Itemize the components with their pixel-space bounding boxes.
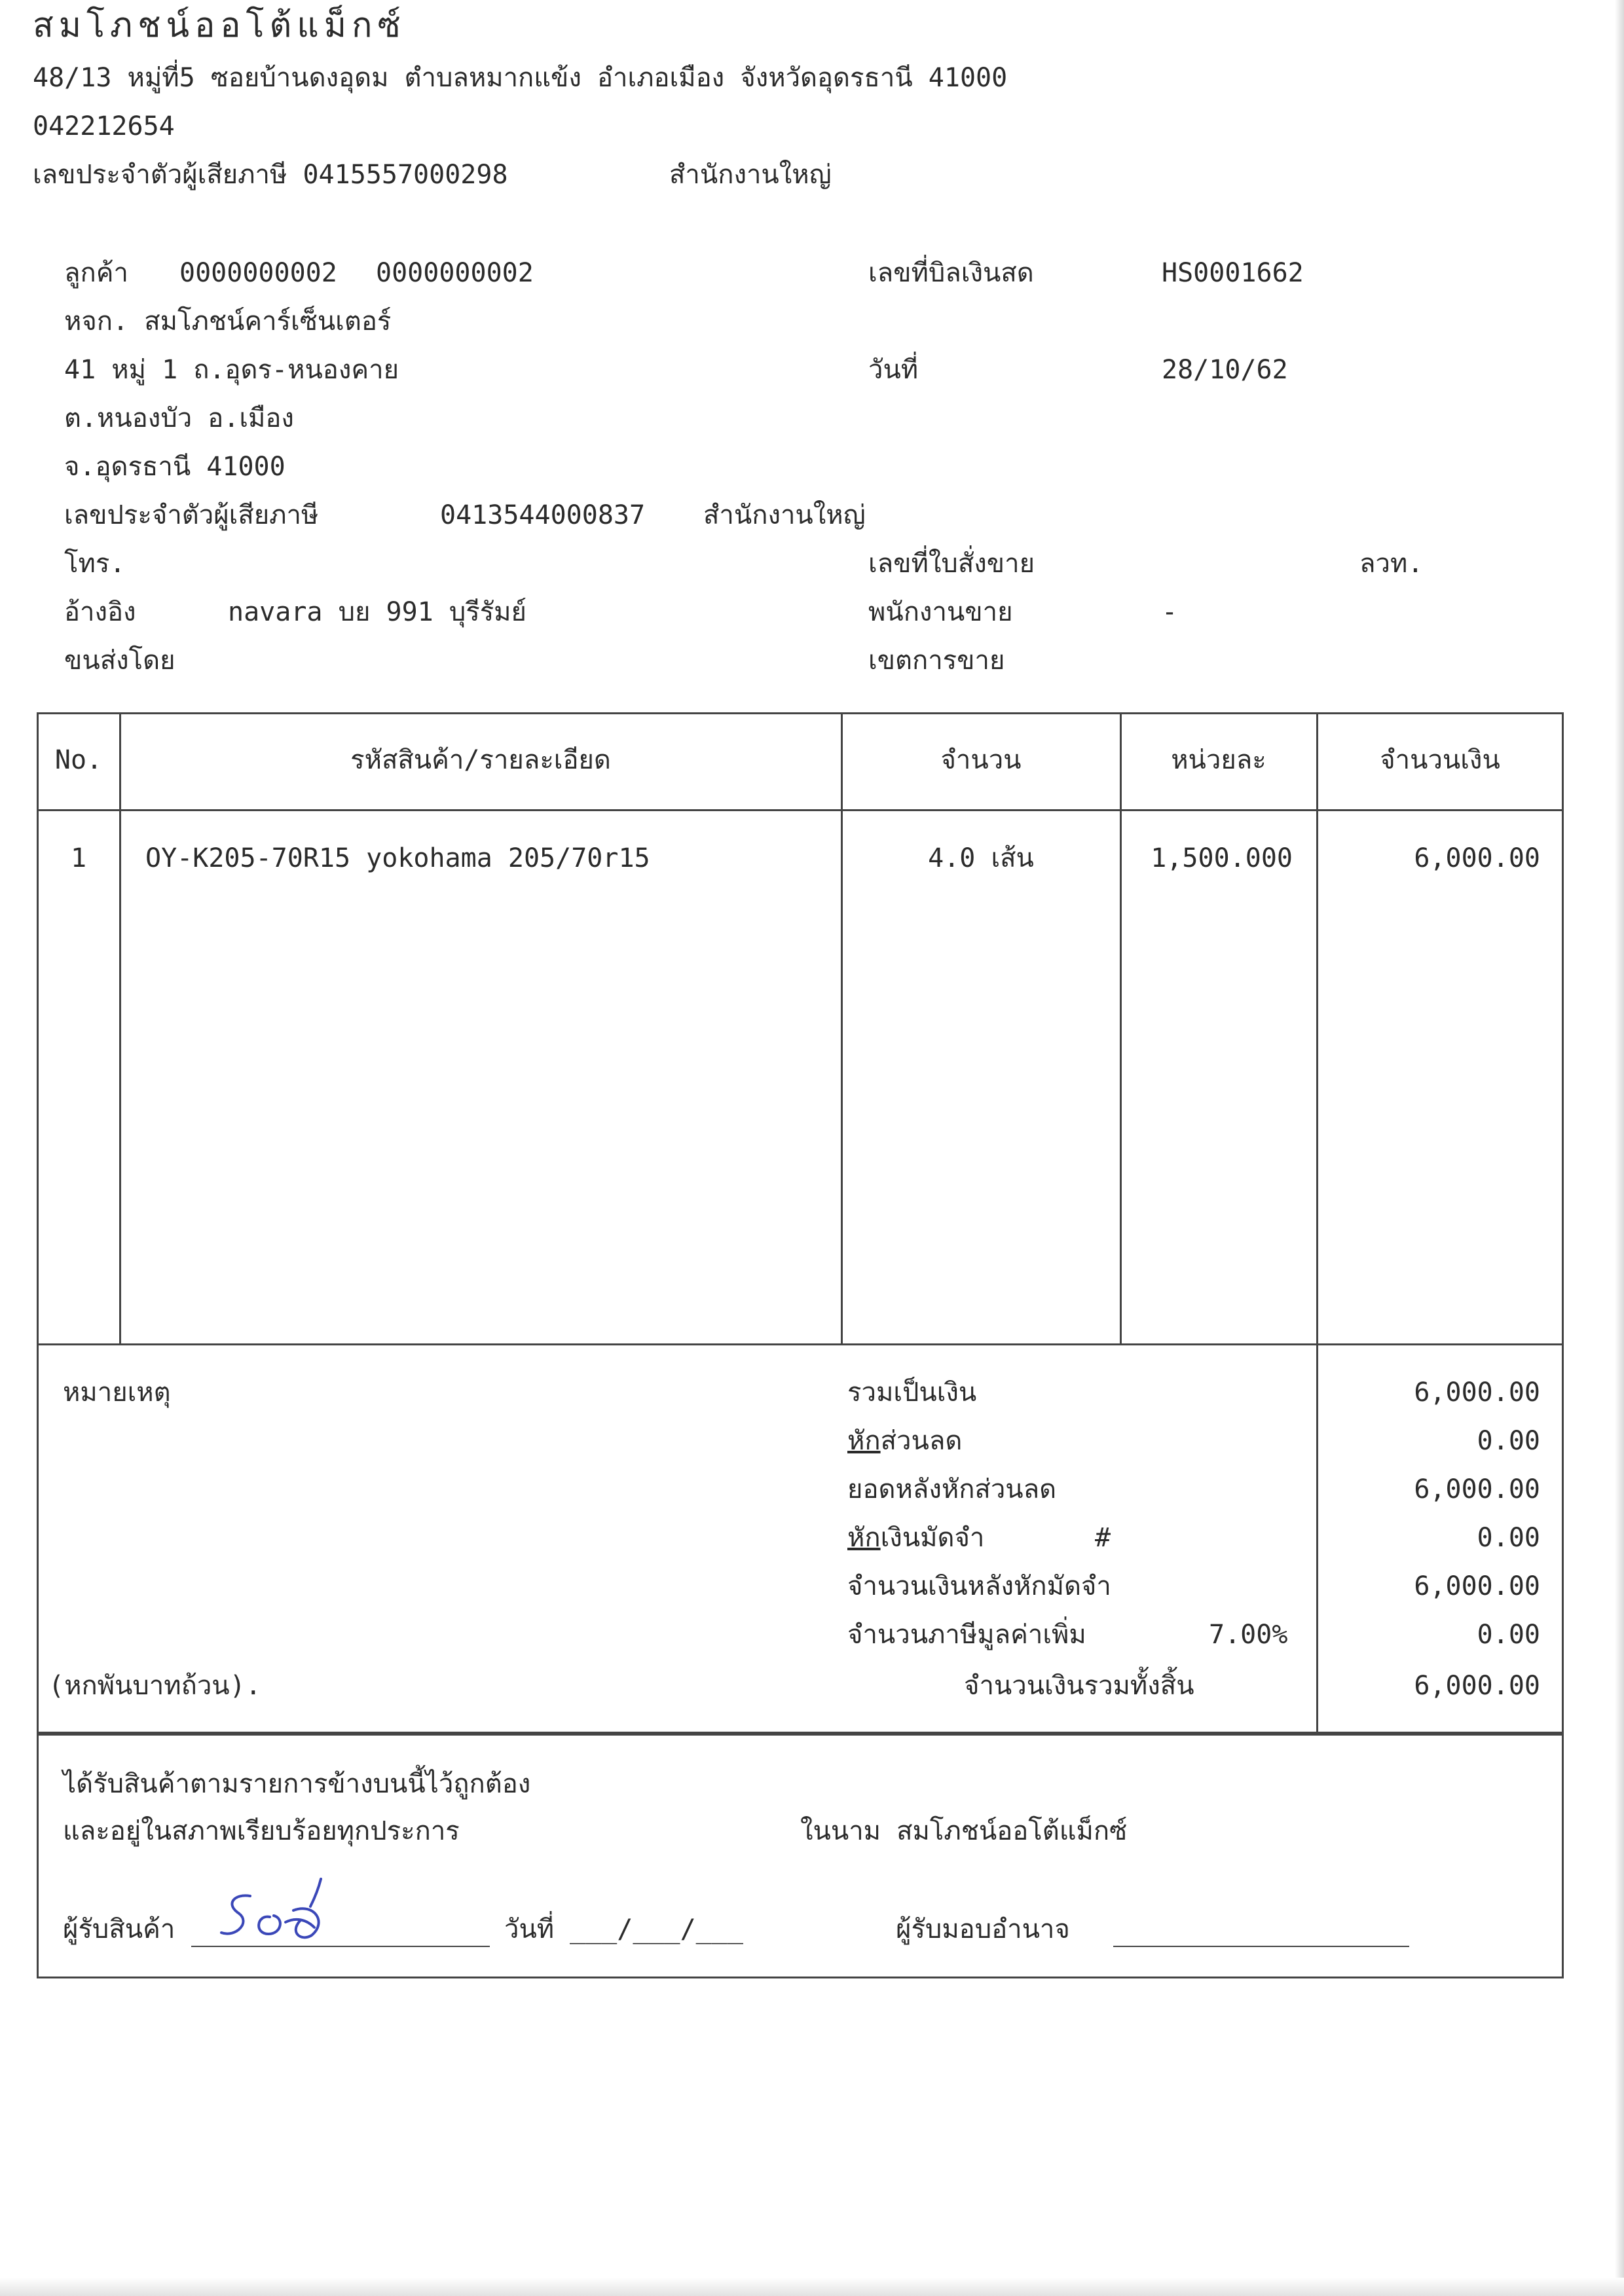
- grand-total-label: จำนวนเงินรวมทั้งสิ้น: [964, 1671, 1194, 1701]
- customer-address-3: จ.อุดรธานี 41000: [64, 452, 286, 482]
- row-description: OY-K205-70R15 yokohama 205/70r15: [145, 843, 650, 873]
- received-line-1: ได้รับสินค้าตามรายการข้างบนนี้ไว้ถูกต้อง: [63, 1769, 531, 1799]
- authorized-label: ผู้รับมอบอำนาจ: [896, 1914, 1070, 1944]
- company-branch: สำนักงานใหญ่: [669, 160, 832, 190]
- row-qty: 4.0 เส้น: [928, 843, 1034, 873]
- scan-edge-shadow: [1615, 0, 1624, 2296]
- row-unit-price: 1,500.000: [1151, 843, 1293, 873]
- customer-name: หจก. สมโภชน์คาร์เซ็นเตอร์: [64, 306, 392, 337]
- header-unit-price: หน่วยละ: [1171, 745, 1266, 775]
- salesperson-label: พนักงานขาย: [868, 597, 1013, 627]
- deposit-value: 0.00: [1477, 1523, 1540, 1553]
- discount-label-suffix: ส่วนลด: [880, 1426, 963, 1456]
- shipped-by-label: ขนส่งโดย: [64, 646, 175, 676]
- discount-label-prefix: หัก: [847, 1426, 881, 1456]
- after-discount-label: ยอดหลังหักส่วนลด: [847, 1474, 1057, 1504]
- table-body-divider: [37, 1343, 1564, 1345]
- customer-tax-id: 0413544000837: [440, 500, 646, 530]
- deposit-hash: #: [1095, 1523, 1111, 1553]
- subtotal-value: 6,000.00: [1414, 1377, 1540, 1408]
- received-line-2: และอยู่ในสภาพเรียบร้อยทุกประการ: [63, 1816, 460, 1846]
- date-value: 28/10/62: [1162, 355, 1288, 385]
- after-deposit-value: 6,000.00: [1414, 1571, 1540, 1601]
- vat-label: จำนวนภาษีมูลค่าเพิ่ม: [847, 1620, 1086, 1650]
- header-no: No.: [54, 745, 103, 775]
- discount-label: [847, 1425, 962, 1457]
- deposit-label-suffix: เงินมัดจำ: [880, 1523, 985, 1553]
- customer-phone-label: โทร.: [64, 549, 126, 579]
- subtotal-label: รวมเป็นเงิน: [847, 1377, 977, 1408]
- company-address: 48/13 หมู่ที่5 ซอยบ้านดงอุดม ตำบลหมากแข้ง อำเภอเมือง จังหวัดอุดรธานี 41000: [33, 63, 1008, 93]
- bill-no-label: เลขที่บิลเงินสด: [868, 258, 1034, 288]
- header-description: รหัสสินค้า/รายละเอียด: [350, 745, 611, 775]
- col-divider-desc: [841, 712, 843, 1343]
- vat-value: 0.00: [1477, 1620, 1540, 1650]
- receiver-label: ผู้รับสินค้า: [63, 1914, 175, 1944]
- date-label: วันที่: [868, 355, 919, 385]
- customer-label: ลูกค้า: [64, 258, 128, 288]
- grand-total-value: 6,000.00: [1414, 1671, 1540, 1701]
- header-amount: จำนวนเงิน: [1380, 745, 1500, 775]
- customer-branch: สำนักงานใหญ่: [703, 500, 866, 530]
- row-no: 1: [70, 843, 87, 873]
- salesperson-value: -: [1162, 597, 1178, 627]
- remark-label: หมายเหตุ: [63, 1377, 171, 1408]
- sales-area-label: เขตการขาย: [868, 646, 1005, 676]
- reference-value: navara บย 991 บุรีรัมย์: [228, 597, 526, 627]
- order-no-value: ลวท.: [1359, 549, 1424, 579]
- bill-no-value: HS0001662: [1162, 258, 1304, 288]
- col-divider-qty: [1120, 712, 1122, 1343]
- row-amount: 6,000.00: [1414, 843, 1540, 873]
- discount-value: 0.00: [1477, 1426, 1540, 1456]
- receiver-date-label: วันที่: [504, 1914, 555, 1944]
- company-name: สมโภชน์ออโต้แม็กซ์: [33, 6, 406, 45]
- authorized-signature-line: [1113, 1946, 1409, 1947]
- after-deposit-label: จำนวนเงินหลังหักมัดจำ: [847, 1571, 1111, 1601]
- order-no-label: เลขที่ใบสั่งขาย: [868, 549, 1035, 579]
- customer-address-2: ต.หนองบัว อ.เมือง: [64, 403, 294, 433]
- scan-bottom-shadow: [0, 2278, 1624, 2296]
- amount-in-words: (หกพันบาทถ้วน).: [48, 1671, 261, 1701]
- deposit-label: [847, 1522, 984, 1554]
- deposit-label-prefix: หัก: [847, 1523, 881, 1553]
- customer-address-1: 41 หมู่ 1 ถ.อุดร-หนองคาย: [64, 355, 399, 385]
- receiver-date-blank: ___/___/___: [570, 1914, 743, 1944]
- company-phone: 042212654: [33, 111, 175, 141]
- reference-label: อ้างอิง: [64, 597, 136, 627]
- company-tax-id: เลขประจำตัวผู้เสียภาษี 0415557000298: [33, 160, 508, 190]
- customer-code-1: 0000000002: [179, 258, 337, 288]
- receiver-signature: [216, 1865, 347, 1950]
- header-qty: จำนวน: [940, 745, 1022, 775]
- col-divider-no: [119, 712, 121, 1343]
- signature-stroke: [221, 1879, 321, 1937]
- on-behalf-of: ในนาม สมโภชน์ออโต้แม็กซ์: [800, 1816, 1128, 1846]
- customer-code-2: 0000000002: [376, 258, 534, 288]
- table-header-divider: [37, 809, 1564, 811]
- customer-tax-id-label: เลขประจำตัวผู้เสียภาษี: [64, 500, 319, 530]
- vat-rate: 7.00%: [1209, 1620, 1288, 1650]
- after-discount-value: 6,000.00: [1414, 1474, 1540, 1504]
